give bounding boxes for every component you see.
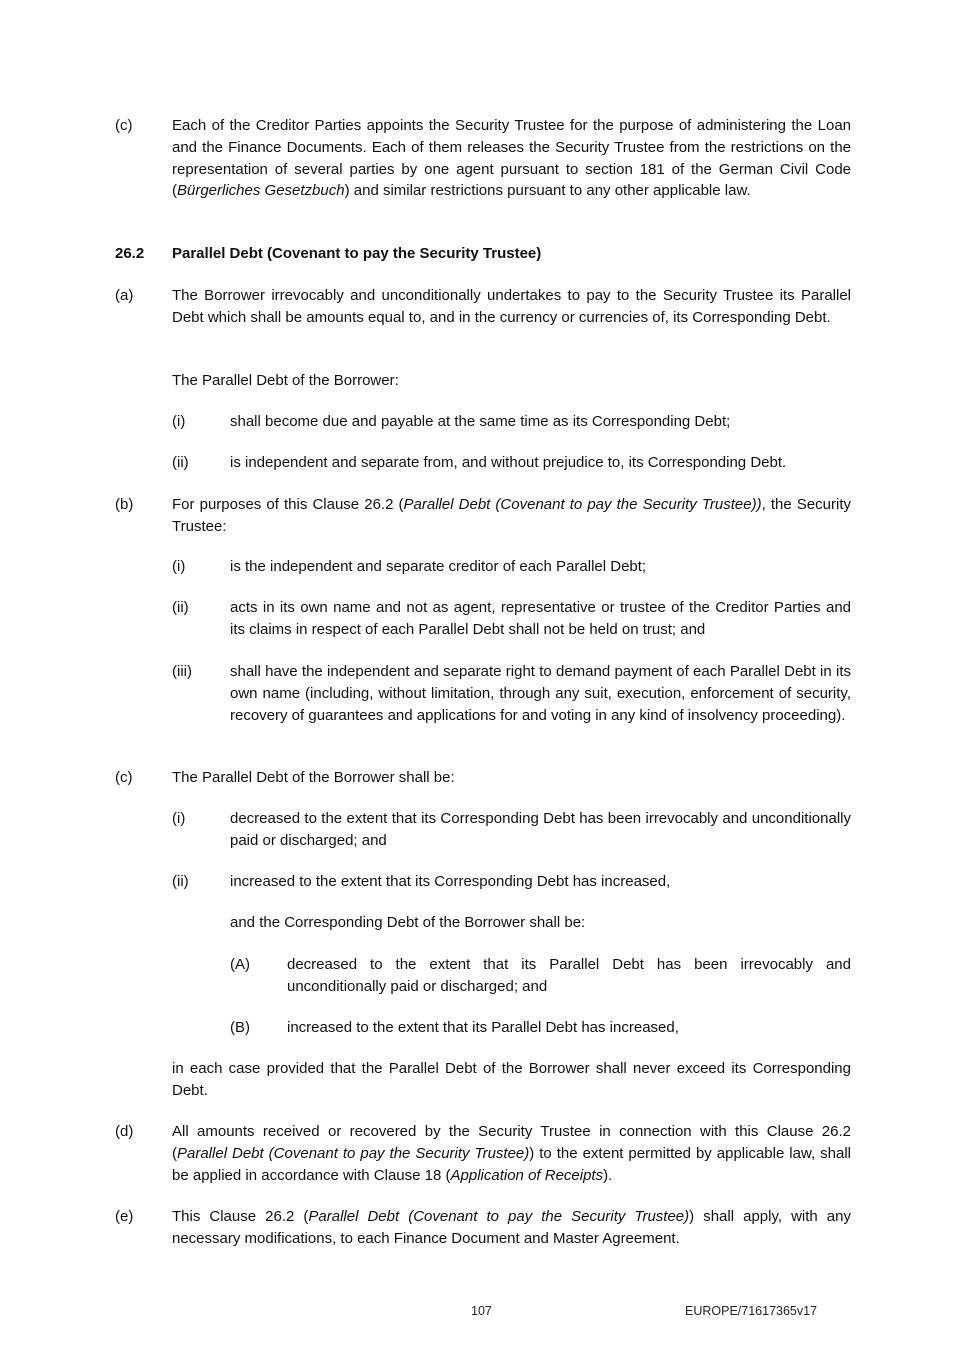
paragraph-b-item-ii [172,597,851,641]
subitem-label: (B) [230,1019,250,1036]
section-number: 26.2 [115,245,145,262]
paragraph-c-closing: in each case provided that the Parallel Debt of the Borrower shall never exceed its Corresponding Debt. [172,1060,851,1099]
item-label: (i) [172,413,186,430]
paragraph-c-subitem-b [230,1017,851,1039]
item-label: (i) [172,810,186,827]
paragraph-a-text: The Borrower irrevocably and unconditionally undertakes to pay to the Security Trustee its Parallel Debt which shall be amounts equal to, and in the currency or currencies of, its Corresponding Debt. [172,287,851,326]
item-label: (ii) [172,599,189,616]
paragraph-c-text: The Parallel Debt of the Borrower shall be: [172,769,455,786]
paragraph-a-intro: The Parallel Debt of the Borrower: [172,372,399,389]
paragraph-d-text: All amounts received or recovered by the Security Trustee in connection with this Clause 26.2 (Parallel Debt (Covenant to pay the Security Trustee)) to the extent permitted by applicable law, shall be applied in accordance with Clause 18 (Application of Receipts). [172,1123,851,1184]
paragraph-b-label: (b) [115,496,134,513]
section-title: Parallel Debt (Covenant to pay the Security Trustee) [172,245,542,262]
paragraph-c-item-ii [172,871,851,893]
item-text: is independent and separate from, and without prejudice to, its Corresponding Debt. [230,454,787,471]
item-text: increased to the extent that its Corresponding Debt has increased, [230,873,671,890]
item-label: (i) [172,558,186,575]
paragraph-a-item-i [172,411,851,433]
item-label: (ii) [172,454,189,471]
item-text: shall have the independent and separate right to demand payment of each Parallel Debt in its own name (including, without limitation, through any suit, execution, enforcement of security, recovery of guarantees and applications for and voting in any kind of insolvency proceeding). [230,663,851,724]
paragraph-b-item-iii [172,661,851,726]
paragraph-e-label: (e) [115,1208,134,1225]
page-number: 107 [471,1304,492,1318]
subitem-text: increased to the extent that its Parallel Debt has increased, [287,1019,679,1036]
paragraph-d [115,1121,851,1186]
paragraph-a [115,285,851,329]
section-heading [115,243,851,265]
paragraph-b-text: For purposes of this Clause 26.2 (Parallel Debt (Covenant to pay the Security Trustee)), the Security Trustee: [172,496,851,535]
paragraph-b-item-i [172,556,851,578]
paragraph-a-item-ii [172,452,851,474]
item-label: (ii) [172,873,189,890]
paragraph-c-sub-intro: and the Corresponding Debt of the Borrower shall be: [230,914,586,931]
item-text: decreased to the extent that its Corresponding Debt has been irrevocably and unconditionally paid or discharged; and [230,810,851,849]
item-text: is the independent and separate creditor of each Parallel Debt; [230,558,647,575]
paragraph-b [115,494,851,538]
document-reference: EUROPE/71617365v17 [685,1304,818,1318]
paragraph-c-label: (c) [115,769,133,786]
paragraph-e [115,1206,851,1250]
clause-c [115,115,851,202]
item-text: shall become due and payable at the same time as its Corresponding Debt; [230,413,731,430]
clause-c-label: (c) [115,117,133,134]
subitem-label: (A) [230,956,250,973]
paragraph-a-label: (a) [115,287,134,304]
paragraph-c [115,767,851,789]
paragraph-e-text: This Clause 26.2 (Parallel Debt (Covenant to pay the Security Trustee)) shall apply, with any necessary modifications, to each Finance Document and Master Agreement. [172,1208,851,1247]
item-label: (iii) [172,663,192,680]
item-text: acts in its own name and not as agent, representative or trustee of the Creditor Parties and its claims in respect of each Parallel Debt shall not be held on trust; and [230,599,851,638]
subitem-text: decreased to the extent that its Parallel Debt has been irrevocably and unconditionally paid or discharged; and [287,956,851,995]
paragraph-c-subitem-a [230,954,851,998]
paragraph-d-label: (d) [115,1123,134,1140]
paragraph-c-item-i [172,808,851,852]
clause-c-text: Each of the Creditor Parties appoints the Security Trustee for the purpose of administering the Loan and the Finance Documents. Each of them releases the Security Trustee from the restrictions on the representation of several parties by one agent pursuant to section 181 of the German Civil Code (Bürgerliches Gesetzbuch) and similar restrictions pursuant to any other applicable law. [172,117,851,200]
